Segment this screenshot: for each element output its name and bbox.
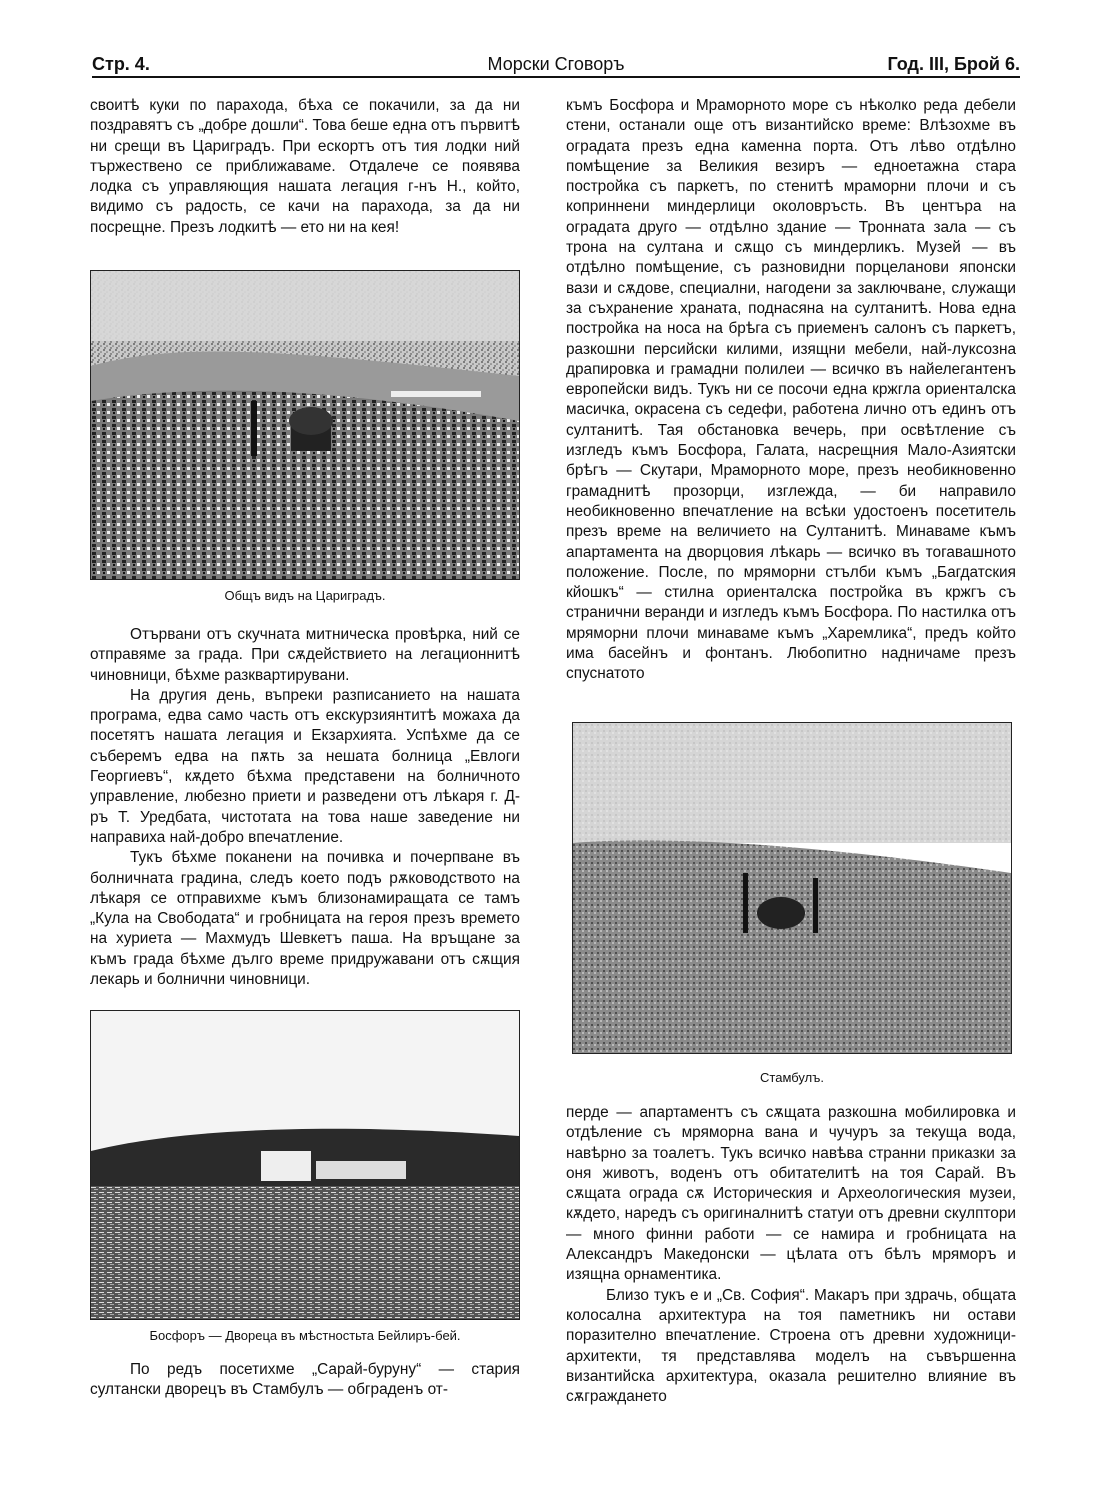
figure-stamboul-caption: Стамбулъ. bbox=[760, 1070, 824, 1085]
photo-general-view bbox=[90, 270, 520, 580]
figure-general-view-caption: Общъ видъ на Цариградъ. bbox=[224, 588, 386, 603]
page-header bbox=[92, 50, 1020, 80]
right-paragraph-1: къмъ Босфора и Мраморното море съ нѣколко реда дебели стени, останали още отъ византийско време: Влѣзохме въ оградата презъ една каменна порта. Отъ лѣво отдѣлно помѣщение за Великия везиръ — едноетажна стара постройка съ паркетъ, по стенитѣ мраморни плочи и съ коприннени миндерлици околовръсть. Въ центъра на оградата друго — отдѣлно здание — Тронната зала — съ трона на султана и сѫщо съ миндерликъ. Музей — въ отдѣлно помѣщение, съ разновидни порцеланови японски вази и сѫдове, специални, нагодени за заключване, служащи за съхранение храната, поднасяна на султанитѣ. Нова една постройка на носа на брѣга съ приеменъ салонъ съ паркетъ, разкошни персийски килими, изящни мебели, най-луксозна драпировка и грамадни полилеи — всичко въ найелегантенъ европейски видъ. Тукъ ни се посочи една кржгла ориенталска масичка, окрасена съ седефи, работена лично отъ единъ отъ султанитѣ. Тая обстановка вечерь, при освѣтление съ изгледъ къмъ Босфора, Галата, насрещния Мало-Азиятски брѣгъ — Скутари, Мраморното море, презъ необикновенно грамаднитѣ прозорци, изглежда, — би направило необикновенно впечатление на всѣки удостоенъ посетитель презъ време на величието на Султанитѣ. Минаваме къмъ апартамента на дворцовия лѣкарь — всичко въ тогавашното положение. После, по мряморни стълби къмъ „Багдатския кйошкъ“ — стилна ориенталска постройка въ кржгъ съ странични веранди и изгледъ къмъ Босфора. По настилка отъ мряморни плочи минаваме къмъ „Харемлика“, предъ който има басейнъ и фонтанъ. Любопитно надничаме презъ спуснатото bbox=[566, 97, 1016, 683]
journal-title: Морски Сговоръ bbox=[487, 54, 625, 74]
left-paragraph-5: По редъ посетихме „Сарай-буруну“ — стария султански дворецъ въ Стамбулъ — обграденъ от- bbox=[90, 1361, 520, 1399]
figure-stamboul bbox=[572, 722, 1012, 1092]
figure-bosphorus-palace bbox=[90, 1010, 520, 1350]
right-column-bottom bbox=[566, 1103, 1016, 1407]
left-paragraph-1: своитѣ куки по парахода, бѣха се покачили, за да ни поздравятъ съ „добре дошли“. Това беше една отъ първитѣ ни срещи въ Цариградъ. При ескортъ отъ тия лодки ний тържествено се приближаваме. Отдалече се появява лодка съ управляющия нашата легация г-нъ Н., който, видимо съ радость, се качи на парахода, за да ни посрещне. Презъ лодкитѣ — ето ни на кея! bbox=[90, 97, 520, 236]
figure-bosphorus-palace-caption: Босфоръ — Двореца въ мѣстностьта Бейлиръ-бей. bbox=[149, 1328, 461, 1343]
right-paragraph-2: перде — апартаментъ съ сѫщата разкошна мобилировка и отдѣление съ мрямoрна вана и чучуръ за текуща вода, навѣрно за тоалетъ. Тукъ всичко навѣва странни приказки за оня животъ, воденъ отъ обитателитѣ на тоя Сарай. Въ сѫщата ограда сѫ Историческия и Археологическия музеи, кѫдето, наредъ съ оригиналнитѣ статуи отъ древни скулптори — много финни работи — се намира и гробницата на Александръ Македонски — цѣлата отъ бѣлъ мряморъ и изящна орнаментика. bbox=[566, 1104, 1016, 1284]
issue-label: Год. III, Брой 6. bbox=[887, 54, 1020, 74]
photo-stamboul bbox=[572, 722, 1012, 1054]
right-column bbox=[566, 96, 1016, 685]
right-paragraph-3: Близо тукъ е и „Св. София“. Макаръ при здрачь, общата колосална архитектура на тоя паметникъ ни остави поразително впечатление. Строена отъ древни художници-архитекти, тя представлява моделъ на съвършенна византийска архитектура, оказала решително влияние въ сѫграждането bbox=[566, 1286, 1016, 1406]
figure-general-view bbox=[90, 270, 520, 610]
page-number: Стр. 4. bbox=[92, 54, 150, 74]
left-column-bottom bbox=[90, 1360, 520, 1401]
left-paragraph-2: Отървани отъ скучната митническа провѣрка, ний се отправяме за града. При сѫдействието на легационнитѣ чиновници, бѣхме разквартирувани. bbox=[90, 626, 520, 684]
left-column bbox=[90, 96, 520, 238]
left-paragraph-3: На другия день, въпреки разписанието на нашата програма, едва само часть отъ екскурзиянтитѣ можаха да посетятъ нашата легация и Екзархията. Успѣхме да се съберемъ едва на пѫть за нешата болница „Евлоги Георгиевъ“, кѫдето бѣхма представени на болничното управление, любезно приети и разведени отъ лѣкаря г. Д-ръ Т. Уредбата, чистотата на това наше заведение ни направиха най-добро впечатление. bbox=[90, 686, 520, 846]
photo-bosphorus-palace bbox=[90, 1010, 520, 1320]
header-rule bbox=[92, 76, 1020, 78]
left-column-middle bbox=[90, 625, 520, 990]
left-paragraph-4: Тукъ бѣхме поканени на почивка и почерпване въ болничната градина, следъ което подъ рѫководството на лѣкаря се отправихме къмъ близонамиращата се тамъ „Кула на Свободата“ и гробницата на героя презъ времето на хуриета — Махмудъ Шевкетъ паша. На връщане за къмъ града бѣхме дълго време придружавани отъ сѫщия лекарь и болнични чиновници. bbox=[90, 849, 520, 989]
